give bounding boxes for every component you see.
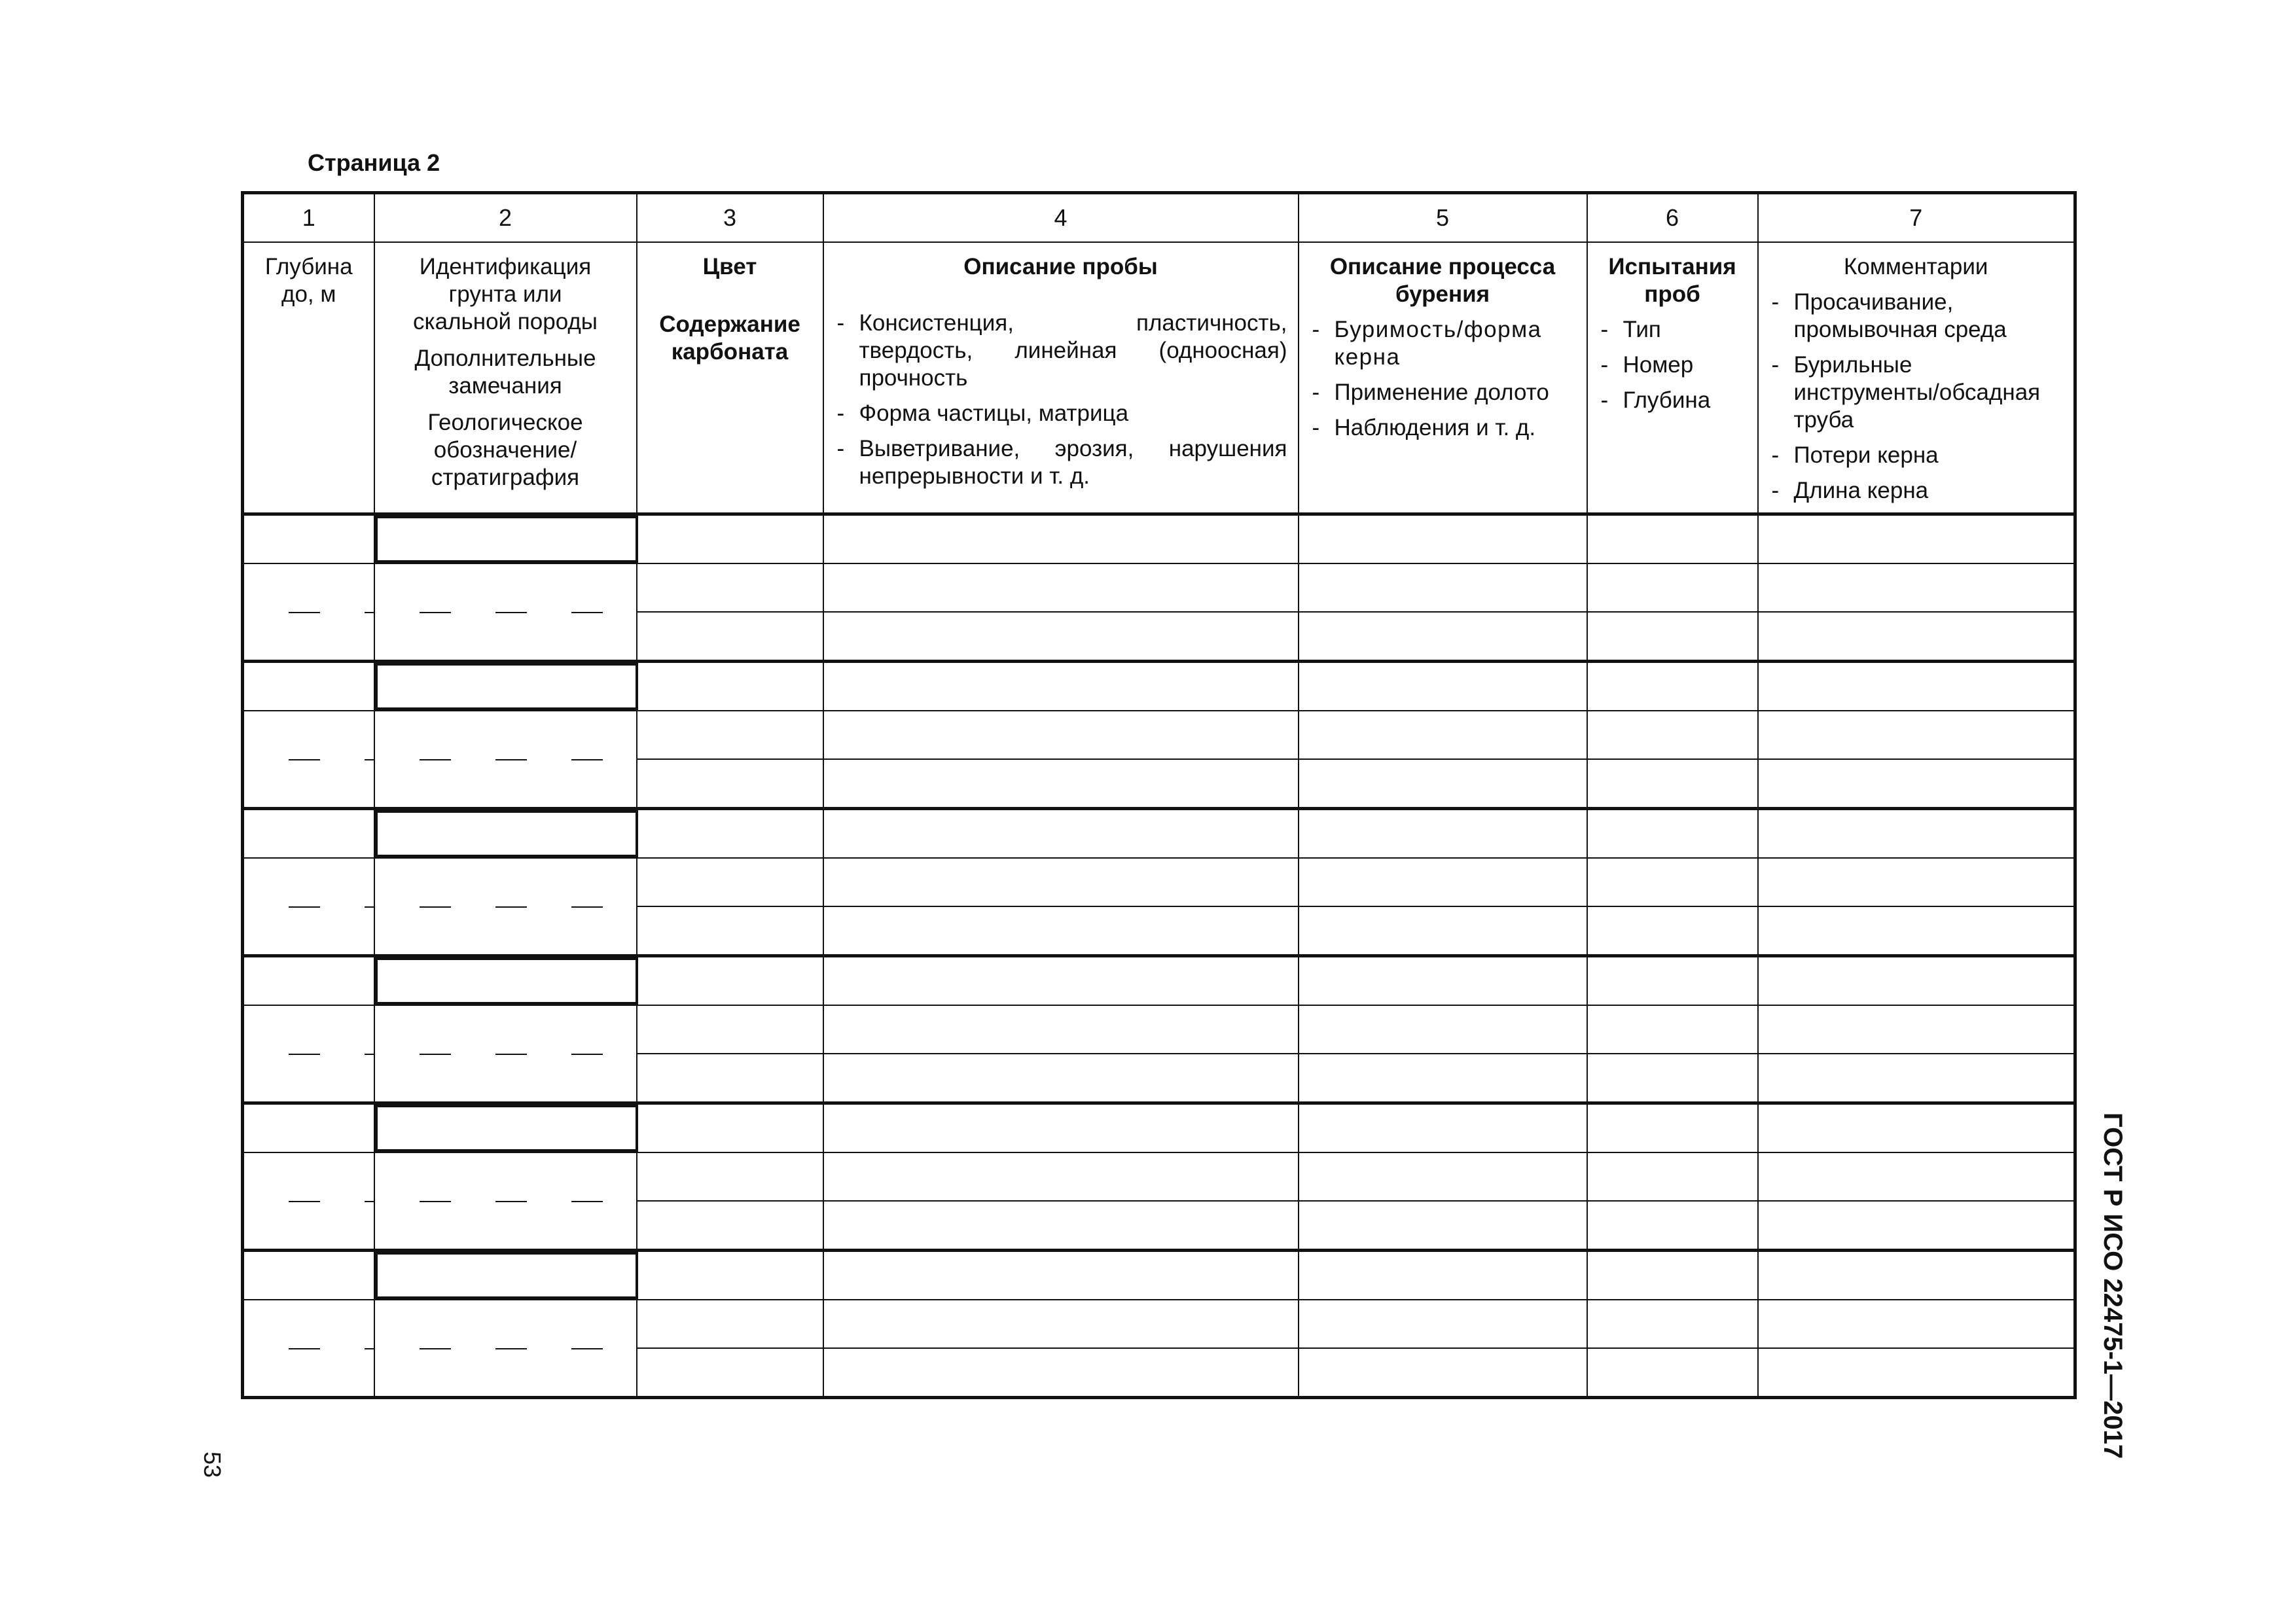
header-remarks-text: Дополнительные замечания <box>414 346 596 399</box>
table-cell <box>637 1103 823 1153</box>
column-number-row <box>243 193 2075 243</box>
table-cell <box>1758 514 2075 564</box>
table-cell <box>1758 711 2075 759</box>
table-cell <box>1587 711 1758 759</box>
table-row <box>243 1005 2075 1054</box>
table-cell <box>243 1103 374 1153</box>
table-cell <box>243 906 374 956</box>
table-cell <box>1299 563 1587 612</box>
column-header-row <box>243 242 2075 514</box>
table-cell <box>637 906 823 956</box>
page-number: 53 <box>199 1452 226 1478</box>
table-cell <box>1758 1103 2075 1153</box>
list-item: - Просачивание, промывочная среда <box>1772 289 2064 344</box>
table-cell <box>374 662 637 711</box>
table-cell <box>823 662 1299 711</box>
table-cell <box>1587 1251 1758 1300</box>
table-row <box>243 858 2075 906</box>
table-cell <box>1299 1300 1587 1348</box>
table-cell <box>1587 1300 1758 1348</box>
table-row <box>243 1251 2075 1300</box>
table-row <box>243 809 2075 859</box>
list-item: - Консистенция, пластичность, твердость, линейная (одноосная) прочность <box>837 310 1287 392</box>
identification-box <box>375 957 638 1005</box>
header-drilling-process-title: Описание процесса бурения <box>1329 254 1556 307</box>
table-cell <box>823 759 1299 809</box>
table-cell <box>374 858 637 906</box>
table-cell <box>243 662 374 711</box>
table-cell <box>374 1152 637 1201</box>
table-cell <box>1758 956 2075 1006</box>
header-identification <box>374 242 637 514</box>
table-cell <box>1587 1201 1758 1251</box>
table-cell <box>1299 1054 1587 1103</box>
table-cell <box>243 1152 374 1201</box>
table-cell <box>637 1251 823 1300</box>
table-cell <box>1587 612 1758 662</box>
header-identification-text: Идентификация грунта или скальной породы <box>413 254 598 334</box>
table-cell <box>243 858 374 906</box>
table-row <box>243 1103 2075 1153</box>
table-cell <box>374 1005 637 1054</box>
table-cell <box>374 563 637 612</box>
table-cell <box>637 711 823 759</box>
table-cell <box>1758 906 2075 956</box>
table-cell <box>1587 514 1758 564</box>
table-cell <box>1587 1348 1758 1398</box>
table-cell <box>1299 1251 1587 1300</box>
table-cell <box>1587 809 1758 859</box>
column-number: 4 <box>823 193 1299 243</box>
table-cell <box>243 1251 374 1300</box>
table-cell <box>1299 612 1587 662</box>
column-number: 2 <box>374 193 637 243</box>
table-cell <box>1587 1103 1758 1153</box>
list-item: - Выветривание, эрозия, нарушения непрерывности и т. д. <box>837 435 1287 490</box>
table-cell <box>1758 1300 2075 1348</box>
table-cell <box>1299 711 1587 759</box>
table-cell <box>374 906 637 956</box>
table-cell <box>1758 1152 2075 1201</box>
table-cell <box>1587 906 1758 956</box>
table-cell <box>243 956 374 1006</box>
table-row <box>243 1300 2075 1348</box>
list-item: - Наблюдения и т. д. <box>1312 414 1576 442</box>
table-cell <box>1587 662 1758 711</box>
header-color-title: Цвет <box>702 254 757 279</box>
table-row <box>243 514 2075 564</box>
table-cell <box>374 1103 637 1153</box>
table-cell <box>243 612 374 662</box>
table-cell <box>1299 514 1587 564</box>
table-cell <box>823 711 1299 759</box>
table-cell <box>1299 1201 1587 1251</box>
identification-box <box>375 810 638 857</box>
column-number: 3 <box>637 193 823 243</box>
identification-box <box>375 1105 638 1152</box>
list-item: - Бурильные инструменты/обсадная труба <box>1772 351 2064 434</box>
column-number: 5 <box>1299 193 1587 243</box>
table-cell <box>1299 1152 1587 1201</box>
table-cell <box>1587 1152 1758 1201</box>
list-item: - Буримость/форма керна <box>1312 316 1576 371</box>
table-cell <box>1758 1054 2075 1103</box>
table-cell <box>374 612 637 662</box>
list-item: - Длина керна <box>1772 477 2064 505</box>
table-cell <box>374 759 637 809</box>
table-cell <box>823 956 1299 1006</box>
table-cell <box>1299 1103 1587 1153</box>
table-row <box>243 1348 2075 1398</box>
table-row <box>243 956 2075 1006</box>
list-item: - Применение долото <box>1312 379 1576 406</box>
table-cell <box>637 1054 823 1103</box>
table-cell <box>823 1251 1299 1300</box>
table-cell <box>243 1300 374 1348</box>
table-row <box>243 711 2075 759</box>
table-cell <box>637 514 823 564</box>
header-comments-title: Комментарии <box>1844 254 1988 279</box>
header-depth-text: Глубина до, м <box>264 254 353 307</box>
table-cell <box>637 612 823 662</box>
table-cell <box>243 563 374 612</box>
table-cell <box>823 1005 1299 1054</box>
table-cell <box>243 1005 374 1054</box>
table-cell <box>637 1201 823 1251</box>
table-cell <box>374 1054 637 1103</box>
table-cell <box>243 759 374 809</box>
table-row <box>243 1201 2075 1251</box>
header-color <box>637 242 823 514</box>
column-number: 1 <box>243 193 374 243</box>
header-sample-description-title: Описание пробы <box>963 254 1158 279</box>
page-caption: Страница 2 <box>308 149 440 176</box>
table-cell <box>823 1054 1299 1103</box>
table-cell <box>374 809 637 859</box>
table-cell <box>823 563 1299 612</box>
table-cell <box>243 514 374 564</box>
table-cell <box>637 956 823 1006</box>
table-row <box>243 612 2075 662</box>
table-cell <box>637 809 823 859</box>
table-row <box>243 906 2075 956</box>
identification-box <box>375 663 638 710</box>
table-cell <box>243 1348 374 1398</box>
table-row <box>243 563 2075 612</box>
table-cell <box>637 1348 823 1398</box>
table-cell <box>1587 759 1758 809</box>
list-item: - Потери керна <box>1772 442 2064 469</box>
table-cell <box>637 1152 823 1201</box>
table-cell <box>1299 956 1587 1006</box>
table-row <box>243 759 2075 809</box>
table-cell <box>823 809 1299 859</box>
header-stratigraphy-text: Геологическое обозначение/ стратиграфия <box>427 410 583 490</box>
table-cell <box>1758 1005 2075 1054</box>
table-cell <box>823 612 1299 662</box>
table-cell <box>1758 809 2075 859</box>
table-cell <box>823 514 1299 564</box>
table-cell <box>1758 858 2075 906</box>
table-cell <box>374 1348 637 1398</box>
table-cell <box>1587 1054 1758 1103</box>
table-cell <box>243 809 374 859</box>
table-cell <box>1758 759 2075 809</box>
header-depth <box>243 242 374 514</box>
table-cell <box>1299 1348 1587 1398</box>
table-cell <box>1299 1005 1587 1054</box>
table-cell <box>374 1201 637 1251</box>
list-item: - Глубина <box>1601 387 1747 414</box>
identification-box <box>375 1252 638 1299</box>
table-cell <box>374 711 637 759</box>
table-cell <box>1299 662 1587 711</box>
table-cell <box>637 662 823 711</box>
header-comments <box>1758 242 2075 514</box>
table-cell <box>823 906 1299 956</box>
identification-box <box>375 516 638 563</box>
list-item: - Тип <box>1601 316 1747 344</box>
table-cell <box>243 1201 374 1251</box>
table-cell <box>1758 1201 2075 1251</box>
table-cell <box>637 858 823 906</box>
table-cell <box>374 514 637 564</box>
table-row <box>243 662 2075 711</box>
table-cell <box>1587 1005 1758 1054</box>
table-cell <box>1758 1251 2075 1300</box>
table-cell <box>1299 906 1587 956</box>
table-cell <box>243 1054 374 1103</box>
table-cell <box>823 858 1299 906</box>
document-standard-title: ГОСТ Р ИСО 22475-1—2017 <box>2098 1113 2127 1459</box>
column-number: 7 <box>1758 193 2075 243</box>
table-cell <box>1587 956 1758 1006</box>
table-cell <box>374 1300 637 1348</box>
table-cell <box>1758 612 2075 662</box>
table-cell <box>637 563 823 612</box>
table-cell <box>374 1251 637 1300</box>
table-cell <box>823 1103 1299 1153</box>
header-sample-tests <box>1587 242 1758 514</box>
header-sample-tests-title: Испытания проб <box>1608 254 1736 307</box>
header-drilling-process <box>1299 242 1587 514</box>
table-cell <box>1758 563 2075 612</box>
table-cell <box>374 956 637 1006</box>
table-cell <box>637 1300 823 1348</box>
header-sample-description <box>823 242 1299 514</box>
list-item: - Номер <box>1601 351 1747 379</box>
list-item: - Форма частицы, матрица <box>837 400 1287 427</box>
log-table <box>241 191 2077 1399</box>
table-cell <box>1299 759 1587 809</box>
table-cell <box>1299 809 1587 859</box>
table-cell <box>1587 858 1758 906</box>
table-cell <box>1758 1348 2075 1398</box>
table-cell <box>823 1348 1299 1398</box>
table-cell <box>1299 858 1587 906</box>
header-carbonate-title: Содержание карбоната <box>659 312 800 365</box>
table-cell <box>1758 662 2075 711</box>
table-cell <box>823 1152 1299 1201</box>
table-cell <box>243 711 374 759</box>
table-cell <box>637 759 823 809</box>
table-cell <box>823 1300 1299 1348</box>
table-row <box>243 1152 2075 1201</box>
table-row <box>243 1054 2075 1103</box>
column-number: 6 <box>1587 193 1758 243</box>
table-cell <box>637 1005 823 1054</box>
table-cell <box>1587 563 1758 612</box>
table-cell <box>823 1201 1299 1251</box>
